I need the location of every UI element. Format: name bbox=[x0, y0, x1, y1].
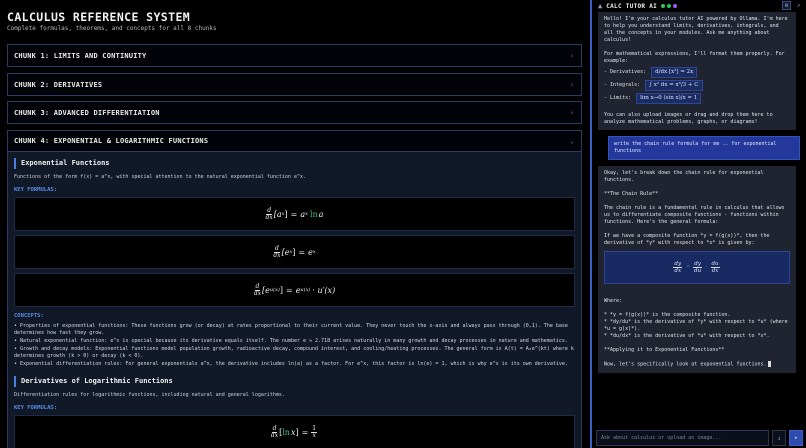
ai-model-icon bbox=[673, 4, 677, 8]
example-limits: - Limits: lim x→0 (sin x)/x = 1 bbox=[604, 93, 790, 104]
chunk-4-title: CHUNK 4: EXPONENTIAL & LOGARITHMIC FUNCTIONS bbox=[14, 137, 209, 145]
concept-item: • Exponential differentiation rules: For general exponentials a^x, the derivative includes ln(a) as a factor. For e^x, this factor is ln(e) = 1, which is why e^x is its own derivative. bbox=[14, 361, 568, 367]
chunk-2-title: CHUNK 2: DERIVATIVES bbox=[14, 80, 103, 89]
formula-box: $\frac{d}{dx}$ [e u(x) ] = e u(x) · u′(x) bbox=[14, 273, 575, 307]
typing-cursor bbox=[768, 361, 771, 367]
concept-item: • Growth and decay models: Exponential functions model population growth, radioactive decay, compound interest, and cooling/heating processes. The general form is A(t) = A₀e^(kt) where k determines growth (k > 0) or decay (k < 0). bbox=[14, 346, 574, 359]
ai-message-welcome: Hello! I'm your calculus tutor AI powered by Ollama. I'm here to help you understand limits, derivatives, integrals, and all the concepts in your modules. Ask me anything about calculus! For mathematical expressions, I'll format them properly. For example: - Derivatives: d/dx [x²] = 2x - Integrals: ∫ x² dx = x³/3 + C - Limits: lim x→0 (sin x)/x = 1 You can also upload images or drag and drop them here to analyze mathematical problems, graphs, or diagrams! bbox=[598, 12, 796, 130]
concept-item: • Properties of exponential functions: These functions grow (or decay) at rates proportional to their current value. They never touch the x-axis and always pass through (0,1). The base determines how fast they grow. bbox=[14, 323, 568, 336]
page-subtitle: Complete formulas, theorems, and concepts for all 8 chunks bbox=[7, 25, 217, 32]
user-message: write the chain rule formula for me .. for exponential functions bbox=[608, 136, 800, 160]
chat-header bbox=[592, 0, 806, 12]
example-integrals: - Integrals: ∫ x² dx = x³/3 + C bbox=[604, 80, 790, 91]
chevron-down-icon: ⌄ bbox=[569, 137, 574, 145]
formula-box: $\frac{d}{dx}$ [a x ] = a x ln a bbox=[14, 197, 575, 231]
chunk-4-content bbox=[8, 152, 581, 448]
wifi-icon bbox=[667, 4, 671, 8]
ai-message-reply: Okay, let's break down the chain rule for exponential functions. **The Chain Rule** The chain rule is a fundamental rule in calculus that allows us to differentiate composite functions - functions within functions. Here's the general formula: If we have a composite function *y = f(g(x))*, then the derivative of *y* with respect to *x* is given by: $\frac{dy}{dx}$ = $\frac{dy}{du}$ · $\frac{du}{dx}$ Where: * *y = f(g(x))* is the composite function. * *dy/du* is the derivative of *y* with respect to *u* (where *u = g(x)*). * *du/dx* is the derivative of *u* with respect to *x*. **Applying it to Exponential Functions** Now, let's specifically look at exponential functions. bbox=[598, 166, 796, 373]
status-online-icon bbox=[661, 4, 665, 8]
chevron-right-icon: › bbox=[569, 51, 574, 60]
expand-icon[interactable]: ↗ bbox=[796, 2, 801, 9]
robot-icon: ▲ bbox=[598, 2, 603, 10]
concept-item: • Natural exponential function: e^x is special because its derivative equals itself. The number e ≈ 2.718 arises naturally in many growth and decay processes in nature and mathematics. bbox=[14, 338, 568, 344]
chain-rule-formula: $\frac{dy}{dx}$ = $\frac{dy}{du}$ · $\frac{du}{dx}$ bbox=[604, 251, 790, 284]
upload-icon[interactable]: ↥ bbox=[772, 430, 786, 446]
chunk-3-header[interactable] bbox=[8, 102, 581, 123]
chunk-2-header[interactable] bbox=[8, 74, 581, 95]
chunk-4-accordion bbox=[7, 130, 582, 448]
explanation-list: * *y = f(g(x))* is the composite function. * *dy/du* is the derivative of *y* with respect to *u* (where *u = g(x)*). * *du/dx* is the derivative of *u* with respect to *x*. bbox=[604, 312, 788, 339]
chat-input[interactable] bbox=[596, 430, 769, 446]
chevron-right-icon: › bbox=[569, 108, 574, 117]
chat-panel bbox=[590, 0, 806, 448]
chat-messages[interactable] bbox=[596, 12, 802, 420]
example-derivatives: - Derivatives: d/dx [x²] = 2x bbox=[604, 67, 790, 78]
chunk-1-accordion[interactable] bbox=[7, 44, 582, 67]
section-description: Differentiation rules for logarithmic functions, including natural and general logarithms. bbox=[14, 392, 285, 398]
concepts-label: CONCEPTS: bbox=[14, 313, 44, 319]
status-indicators bbox=[661, 4, 677, 8]
chunk-3-accordion[interactable] bbox=[7, 101, 582, 124]
chunk-4-header[interactable] bbox=[8, 131, 581, 152]
section-title-logarithmic: Derivatives of Logarithmic Functions bbox=[14, 376, 575, 387]
key-formulas-label: KEY FORMULAS: bbox=[14, 405, 58, 411]
chevron-right-icon: › bbox=[569, 80, 574, 89]
chunk-1-header[interactable] bbox=[8, 45, 581, 66]
formula-box: $\frac{d}{dx}$ [ ln x ] = $\frac{1}{x}$ bbox=[14, 415, 575, 448]
page-title: CALCULUS REFERENCE SYSTEM bbox=[7, 10, 191, 24]
chunk-3-title: CHUNK 3: ADVANCED DIFFERENTIATION bbox=[14, 108, 160, 117]
chunk-1-title: CHUNK 1: LIMITS AND CONTINUITY bbox=[14, 51, 147, 60]
section-description: Functions of the form f(x) = a^x, with special attention to the natural exponential function e^x. bbox=[14, 174, 306, 180]
concepts-list bbox=[14, 323, 575, 368]
section-title-exponential: Exponential Functions bbox=[14, 158, 575, 169]
chat-title: CALC TUTOR AI bbox=[606, 2, 658, 10]
gear-icon[interactable]: ⚙ bbox=[782, 1, 791, 10]
formula-box: $\frac{d}{dx}$ [e x ] = e x bbox=[14, 235, 575, 269]
chunk-2-accordion[interactable] bbox=[7, 73, 582, 96]
chat-input-bar bbox=[596, 430, 803, 446]
key-formulas-label: KEY FORMULAS: bbox=[14, 187, 58, 193]
send-icon[interactable]: ➤ bbox=[789, 430, 803, 446]
